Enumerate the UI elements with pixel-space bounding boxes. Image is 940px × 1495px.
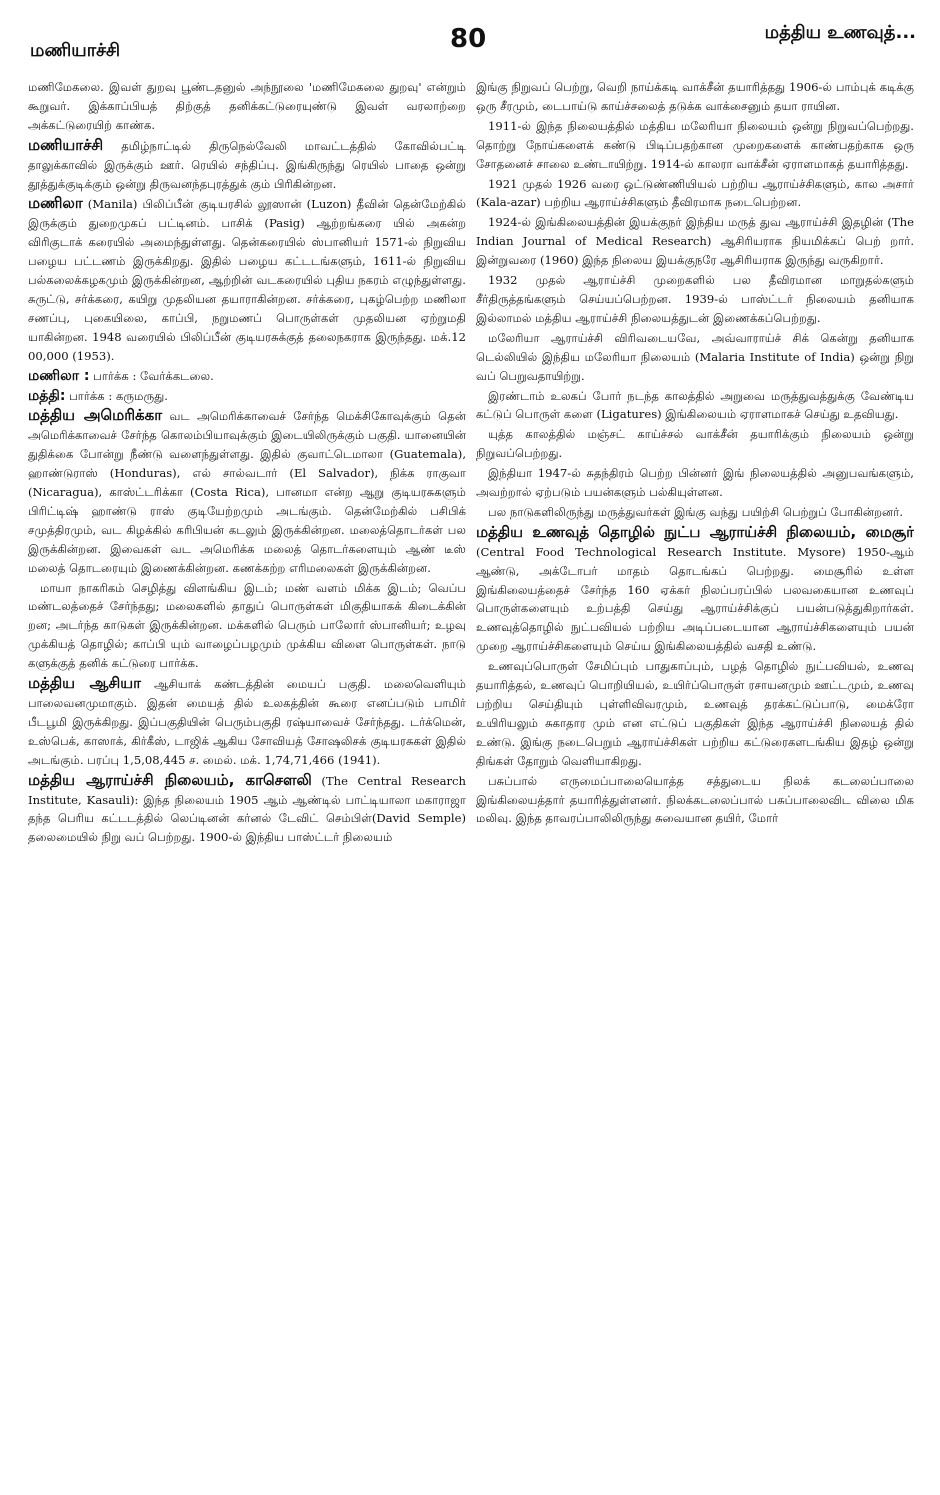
entry-paragraph [476, 425, 914, 463]
entry-paragraph [476, 213, 914, 270]
entry-headword: மத்திய ஆசியா [28, 674, 141, 693]
encyclopedia-entry [28, 387, 466, 406]
entry-paragraph [28, 579, 466, 674]
entry-body-text: (Central Food Technological Research Institute. Mysore) 1950-ஆம் ஆண்டு, அக்டோபர் மாதம் தொடங்கப் பெற்றது. மைசூரில் உள்ள இங்கிலையத்தைச் சேர்ந்த 160 ஏக்கர் நிலப்பரப்பில் பலவகையான உணவுப் பொருள்களையும் உற்பத்தி செய்து ஆராய்ச்சிக்குப் பயன்படுத்துகிறார்கள். உணவுத்தொழில் நுட்பவியல் பற்றிய அடிப்படையான ஆராய்ச்சிகளையும் பயன் முறை ஆராய்ச்சிகளையும் செய்ய இங்கிலையத்தில் வசதி உண்டு. [476, 544, 914, 654]
entry-headword: மத்திய ஆராய்ச்சி நிலையம், காசௌலி [28, 770, 312, 789]
encyclopedia-entry [476, 523, 914, 656]
entry-body-text: 1911-ல் இந்த நிலையத்தில் மத்திய மலேரியா நிலையம் ஒன்று நிறுவப்பெற்றது. தொற்று நோய்களைக் கண்டு பிடிப்பதற்கான முறைகளைக் காண்பதற்காக ஒரு சோதனைச் சாலை உண்டாயிற்று. 1914-ல் காலரா வாக்சீன் ஏராளமாகத் தயாரித்தது. [476, 118, 914, 171]
encyclopedia-entry [28, 194, 466, 365]
entry-body-text: 1932 முதல் ஆராய்ச்சி முறைகளில் பல தீவிரமான மாறுதல்களும் சீர்திருத்தங்களும் செய்யப்பெற்றன. 1939-ல் பாஸ்ட்டர் நிலையம் தனியாக இல்லாமல் மத்திய ஆராய்ச்சி நிலையத்துடன் இணைக்கப்பெற்றது. [476, 273, 914, 325]
entry-body-text: 1924-ல் இங்கிலையத்தின் இயக்குநர் இந்திய மருத் துவ ஆராய்ச்சி இதழின் (The Indian Journal of Medical Research) ஆசிரியராக நியமிக்கப் பெற் றார். இன்றுவரை (1960) இந்த நிலைய இயக்குநரே ஆசிரியராக இருந்து வருகிறார். [476, 215, 914, 268]
entry-headword: மத்திய உணவுத் தொழில் நுட்ப ஆராய்ச்சி நிலையம், மைசூர் [476, 522, 914, 541]
entry-paragraph [476, 117, 914, 174]
entry-body-text: ஆசியாக் கண்டத்தின் மையப் பகுதி. மலைவெளியும் பாலைவனமுமாகும். இதன் மையத் தில் உலகத்தின் கூரை எனப்படும் பாமிர் பீடபூமி இருக்கிறது. இப்பகுதியின் பெரும்பகுதி ரஷ்யாவைச் சேர்ந்தது. டர்க்மென், உஸ்பெக், காஸாக், கிர்கீஸ், டாஜிக் ஆகிய சோவியத் சோஷலிசக் குடியரசுகள் இதில் அடங்கும். பரப்பு 1,5,08,445 ச. மைல். மக். 1,74,71,466 (1941). [28, 677, 466, 767]
entry-paragraph [476, 329, 914, 386]
entry-body-text: (The Central Research Institute, Kasauli): இந்த நிலையம் 1905 ஆம் ஆண்டில் பாட்டியாலா மகாராஜா தந்த பெரிய கட்டடத்தில் லெப்டினன் கர்னல் டேவிட் செம்பிள்(David Semple) தலைமையில் நிறு வப் பெற்றது. 1900-ல் இந்திய பாஸ்ட்டர் நிலையம் [28, 773, 466, 845]
page-header [20, 18, 920, 66]
entry-paragraph [476, 387, 914, 425]
entry-body-text: மலேரியா ஆராய்ச்சி விரிவடையவே, அவ்வாராய்ச் சிக் கென்று தனியாக டெல்லியில் இந்திய மலேரியா நிலையம் (Malaria Institute of India) ஒன்று நிறு வப் பெறுவதாயிற்று. [476, 330, 914, 383]
entry-body-text: (Manila) பிலிப்பீன் குடியரசில் லூஸான் (Luzon) தீவின் தென்மேற்கில் இருக்கும் துறைமுகப் பட்டினம். பாசிக் (Pasig) ஆற்றங்கரை யில் அகன்ற விரிகுடாக் கரையில் அமைந்துள்ளது. தென்கரையில் ஸ்பானியர் 1571-ல் நிறுவிய பழைய பட்டணம் இருக்கிறது. இதில் பழைய கட்டடங்களும், 1611-ல் நிறுவிய பல்கலைக்கழகமும் இருக்கின்றன, ஆற்றின் வடகரையில் புதிய நகரம் எழுந்துள்ளது. சுருட்டு, சர்க்கரை, கயிறு முதலியன தயாராகின்றன. சர்க்கரை, புகழ்பெற்ற மணிலா சணப்பு, புகையிலை, காப்பி, நறுமணப் பொருள்கள் முதலியன ஏற்றுமதி யாகின்றன. 1948 வரையில் பிலிப்பீன் குடியரசுக்குத் தலைநகராக இருந்தது. மக்.12 00,000 (1953). [28, 197, 466, 363]
entry-body-text: பார்க்க : வேர்க்கடலை. [89, 368, 214, 383]
entry-body-text: மாயா நாகரிகம் செழித்து விளங்கிய இடம்; மண் வளம் மிக்க இடம்; வெப்ப மண்டலத்தைச் சேர்ந்தது; மலைகளில் தாதுப் பொருள்கள் மிகுதியாகக் கிடைக்கின் றன; அடர்ந்த காடுகள் இருக்கின்றன. மக்களில் பெரும் பாலோர் ஸ்பானியர்; உழவு முக்கியத் தொழில்; காப்பி யும் வாழைப்பழமும் முக்கிய விளை பொருள்கள். நாடு களுக்குத் தனிக் கட்டுரை பார்க்க. [28, 580, 466, 671]
entry-paragraph [476, 271, 914, 328]
entry-paragraph [476, 503, 914, 522]
entry-body-text: இரண்டாம் உலகப் போர் நடந்த காலத்தில் அறுவை மருத்துவத்துக்கு வேண்டிய கட்டுப் பொருள் களை (Ligatures) இங்கிலையம் ஏராளமாகச் செய்து உதவியது. [476, 388, 914, 422]
entry-body-text: யுத்த காலத்தில் மஞ்சட் காய்ச்சல் வாக்சீன் தயாரிக்கும் நிலையம் ஒன்று நிறுவப்பெற்றது. [476, 427, 914, 461]
left-column [28, 78, 466, 1483]
encyclopedia-entry [28, 367, 466, 386]
entry-headword: மத்திய அமெரிக்கா [28, 406, 163, 425]
entry-body-text: இங்கு நிறுவப் பெற்று, வெறி நாய்க்கடி வாக்சீன் தயாரித்தது 1906-ல் பாம்புக் கடிக்கு ஒரு சீரமும், டைபாய்டு காய்ச்சலைத் தடுக்க வாக்சைனும் தயா ராயின. [476, 80, 914, 113]
right-column [476, 78, 914, 1483]
entry-body-text: இந்தியா 1947-ல் சுதந்திரம் பெற்ற பின்னர் இங் நிலையத்தில் அனுபவங்களும், அவற்றால் ஏற்படும் பயன்களும் பல்கியுள்ளன. [476, 466, 914, 500]
page-number: 80 [450, 24, 487, 54]
entry-body-text: பார்க்க : கருமருது. [65, 388, 168, 403]
entry-body-text: பல நாடுகளிலிருந்து மருத்துவர்கள் இங்கு வந்து பயிற்சி பெற்றுப் போகின்றனர். [488, 504, 904, 519]
entry-paragraph [28, 78, 466, 135]
entry-paragraph [476, 78, 914, 116]
entry-headword: மணியாச்சி [28, 135, 104, 154]
entry-paragraph [476, 175, 914, 213]
entry-body-text: உணவுப்பொருள் சேமிப்பும் பாதுகாப்பும், பழத் தொழில் நுட்பவியல், உணவு தயாரித்தல், உணவுப் பொறியியல், உயிர்ப்பொருள் ரசாயனமும் ஊட்டமும், உணவு பற்றிய செய்தியும் புள்ளிவிவரமும், உணவுத் தரக்கட்டுப்பாடு, மைக்ரோ உயிரியலும் சுகாதார மும் என எட்டுப் பகுதிகள் இந்த ஆராய்ச்சி நிலையத் தில் உண்டு. இங்கு நடைபெறும் ஆராய்ச்சிகள் பற்றிய கட்டுரைகளடங்கிய இதழ் ஒன்று திங்கள் தோறும் வெளியாகிறது. [476, 659, 914, 768]
entry-paragraph [476, 657, 914, 770]
encyclopedia-entry [28, 771, 466, 848]
entry-headword: மணிலா [28, 194, 83, 213]
running-head-left: மணியாச்சி [30, 40, 121, 61]
entry-body-text: வட அமெரிக்காவைச் சேர்ந்த மெக்சிகோவுக்கும் தென் அமெரிக்காவைச் சேர்ந்த கொலம்பியாவுக்கும் இடையிலிருக்கும் பகுதி. யானையின் துதிக்கை போன்று நீண்டு வளைந்துள்ளது. இதில் குவாட்டெமாலா (Guatemala), ஹாண்டுராஸ் (Honduras), எல் சால்வடார் (El Salvador), நிக்க ராகுவா (Nicaragua), காஸ்ட்டரிக்கா (Costa Rica), பானமா என்ற ஆறு குடியரசுகளும் பிரிட்டிஷ் ஹாண்டு ராஸ் குடியேற்றமும் அடங்கும். தென்மேற்கில் பசிபிக் சமுத்திரமும், வட கிழக்கில் கரிபியன் கடலும் இருக்கின்றன. மலைத்தொடர்கள் பல இருக்கின்றன. இவைகள் வட அமெரிக்க மலைத் தொடர்களையும் ஆண் டீஸ் மலைத் தொடரையும் இணைக்கின்றன. கணக்கற்ற எரிமலைகள் இருக்கின்றன. [28, 409, 466, 575]
encyclopedia-entry [28, 674, 466, 770]
running-head-right: மத்திய உணவுத்... [764, 22, 916, 43]
entry-body-text: தமிழ்நாட்டில் திருநெல்வேலி மாவட்டத்தில் கோவில்பட்டி தாலுக்காவில் இருக்கும் ஊர். ரெயில் சந்திப்பு. இங்கிருந்து ரெயில் பாதை ஒன்று தூத்துக்குடிக்கும் ஒன்று திருவனந்தபுரத்துக் கும் பிரிகின்றன. [28, 138, 466, 191]
entry-headword: மணிலா : [28, 367, 90, 384]
entry-paragraph [476, 772, 914, 829]
entry-body-text: மணிமேகலை. இவள் துறவு பூண்டதனுல் அந்நூலை 'மணிமேகலை துறவு' என்றும் கூறுவர். இக்காப்பியத் திற்குத் தனிக்கட்டுரையுண்டு இவள் வரலாற்றை அக்கட்டுரையிற் காண்க. [28, 80, 466, 132]
encyclopedia-entry [28, 406, 466, 577]
entry-body-text: 1921 முதல் 1926 வரை ஒட்டுண்ணியியல் பற்றிய ஆராய்ச்சிகளும், கால அசார் (Kala-azar) பற்றிய ஆராய்ச்சிகளும் தீவிரமாக நடைபெற்றன. [476, 176, 914, 210]
entry-body-text: பசுப்பால் எருமைப்பாலையொத்த சத்துடைய நிலக் கடலைப்பாலை இங்கிலையத்தார் தயாரித்துள்ளனர். நிலக்கடலைப்பால் பசுப்பாலைவிட விலை மிக மலிவு. இந்த தாவரப்பாலிலிருந்து சுவையான தயிர், மோர் [476, 773, 914, 826]
entry-headword: மத்தி: [28, 387, 66, 404]
entry-paragraph [476, 464, 914, 502]
encyclopedia-entry [28, 136, 466, 194]
